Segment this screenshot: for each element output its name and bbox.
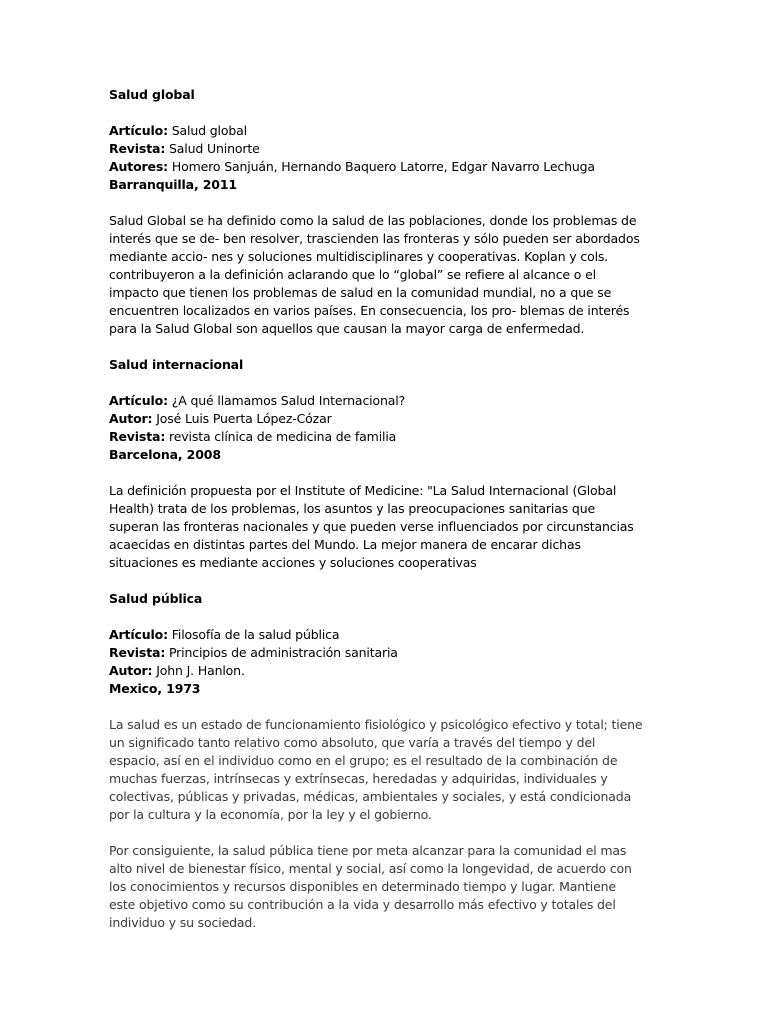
meta-line: [109, 428, 649, 446]
paragraph-line: Salud Global se ha definido como la salud de las poblaciones, donde los problemas de: [109, 213, 637, 228]
paragraph: [109, 716, 649, 824]
paragraph-line: impacto que tienen los problemas de salud en la comunidad mundial, no a que se: [109, 285, 612, 300]
meta-line: [109, 410, 649, 428]
meta-line: [109, 122, 649, 140]
meta-label: Artículo:: [109, 627, 168, 642]
paragraph-line: La definición propuesta por el Institute of Medicine: "La Salud Internacional (Global: [109, 483, 617, 498]
paragraph-line: para la Salud Global son aquellos que causan la mayor carga de enfermedad.: [109, 321, 585, 336]
place-year: Barcelona, 2008: [109, 447, 221, 462]
meta-value: José Luis Puerta López-Cózar: [152, 411, 332, 426]
meta-value: Homero Sanjuán, Hernando Baquero Latorre, Edgar Navarro Lechuga: [168, 159, 595, 174]
section-heading: Salud internacional: [109, 357, 244, 372]
meta-label: Autor:: [109, 411, 153, 426]
section-salud-publica: [109, 590, 649, 932]
paragraph-line: muchas fuerzas, intrínsecas y extrínsecas, heredadas y adquiridas, individuales y: [109, 771, 608, 786]
document-page: [109, 86, 649, 932]
paragraph-line: Health) trata de los problemas, los asuntos y las preocupaciones sanitarias que: [109, 501, 596, 516]
meta-label: Revista:: [109, 141, 166, 156]
paragraph-line: este objetivo como su contribución a la vida y desarrollo más efectivo y totales del: [109, 897, 616, 912]
paragraph-line: acaecidas en distintas partes del Mundo. La mejor manera de encarar dichas: [109, 537, 581, 552]
paragraph-line: colectivas, públicas y privadas, médicas, ambientales y sociales, y está condicionada: [109, 789, 632, 804]
meta-value: ¿A qué llamamos Salud Internacional?: [167, 393, 406, 408]
paragraph-line: mediante accio- nes y soluciones multidisciplinares y cooperativas. Koplan y cols.: [109, 249, 609, 264]
meta-label: Artículo:: [109, 123, 168, 138]
paragraph-line: los conocimientos y recursos disponibles en determinado tiempo y lugar. Mantiene: [109, 879, 616, 894]
meta-label: Autor:: [109, 663, 153, 678]
paragraph-line: un significado tanto relativo como absoluto, que varía a través del tiempo y del: [109, 735, 596, 750]
meta-line: [109, 392, 649, 410]
meta-value: revista clínica de medicina de familia: [165, 429, 397, 444]
section-salud-internacional: [109, 356, 649, 590]
meta-label: Revista:: [109, 645, 166, 660]
meta-label: Artículo:: [109, 393, 168, 408]
paragraph-line: encuentren localizados en varios países. En consecuencia, los pro- blemas de interés: [109, 303, 630, 318]
meta-value: Principios de administración sanitaria: [165, 645, 398, 660]
meta-value: Salud global: [167, 123, 247, 138]
paragraph: [109, 842, 649, 932]
meta-line: [109, 158, 649, 176]
meta-line: [109, 644, 649, 662]
paragraph-line: La salud es un estado de funcionamiento fisiológico y psicológico efectivo y total; tiene: [109, 717, 643, 732]
paragraph-line: alto nivel de bienestar físico, mental y social, así como la longevidad, de acuerdo con: [109, 861, 632, 876]
meta-label: Revista:: [109, 429, 166, 444]
paragraph-line: por la cultura y la economía, por la ley y el gobierno.: [109, 807, 432, 822]
meta-label: Autores:: [109, 159, 169, 174]
meta-value: Filosofía de la salud pública: [167, 627, 340, 642]
place-year: Barranquilla, 2011: [109, 177, 237, 192]
meta-line: [109, 140, 649, 158]
paragraph-line: espacio, así en el individuo como en el grupo; es el resultado de la combinación de: [109, 753, 618, 768]
paragraph-line: interés que se de- ben resolver, trascienden las fronteras y sólo pueden ser abordados: [109, 231, 640, 246]
section-heading: Salud pública: [109, 591, 203, 606]
place-year: Mexico, 1973: [109, 681, 201, 696]
paragraph-line: situaciones es mediante acciones y soluciones cooperativas: [109, 555, 477, 570]
paragraph: [109, 482, 649, 572]
paragraph-line: contribuyeron a la definición aclarando que lo “global” se refiere al alcance o el: [109, 267, 596, 282]
section-salud-global: [109, 86, 649, 356]
meta-value: Salud Uninorte: [165, 141, 260, 156]
meta-line: [109, 662, 649, 680]
meta-line: [109, 626, 649, 644]
paragraph-line: Por consiguiente, la salud pública tiene por meta alcanzar para la comunidad el mas: [109, 843, 627, 858]
paragraph: [109, 212, 649, 338]
paragraph-line: superan las fronteras nacionales y que pueden verse influenciados por circunstancias: [109, 519, 634, 534]
section-heading: Salud global: [109, 87, 195, 102]
meta-value: John J. Hanlon.: [152, 663, 245, 678]
paragraph-line: individuo y su sociedad.: [109, 915, 257, 930]
